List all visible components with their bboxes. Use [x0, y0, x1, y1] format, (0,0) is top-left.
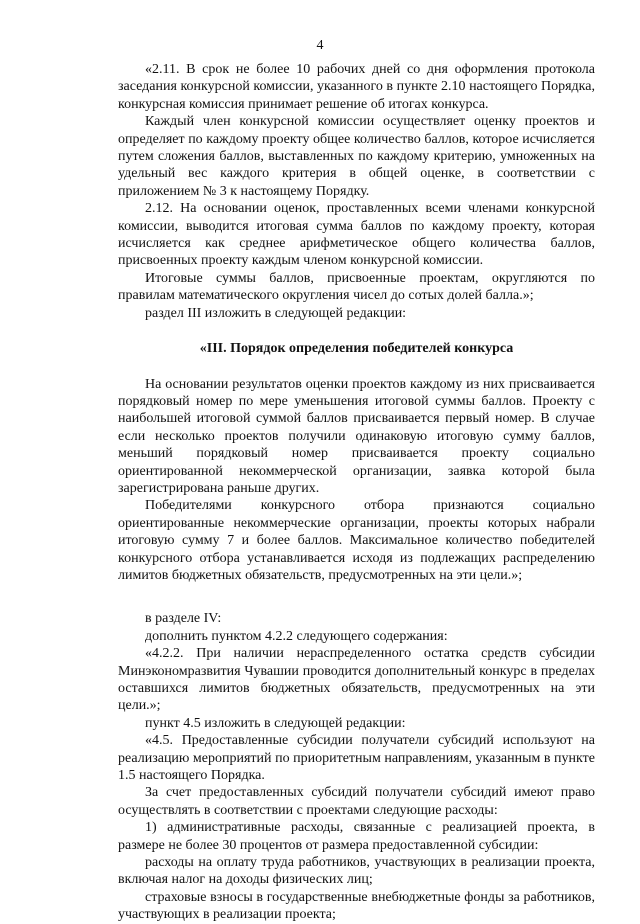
paragraph-add-4-2-2: дополнить пунктом 4.2.2 следующего содержания:	[145, 628, 448, 644]
page-number: 4	[316, 38, 324, 53]
paragraph-expenses-intro: За счет предоставленных субсидий получатели субсидий имеют право осуществлять в соответствии с проектами следующие расходы:	[118, 785, 595, 818]
document-body	[118, 61, 595, 924]
paragraph-admin-expenses: 1) административные расходы, связанные с реализацией проекта, в размере не более 30 процентов от размера предоставленной субсидии:	[118, 820, 595, 853]
paragraph-2-11: «2.11. В срок не более 10 рабочих дней со дня оформления протокола заседания конкурсной комиссии, указанного в пункте 2.10 настоящего Порядка, конкурсная комиссия принимает решение об итогах конкурса.	[118, 62, 595, 112]
paragraph-section-intro: раздел III изложить в следующей редакции:	[145, 305, 407, 321]
paragraph-evaluation: Каждый член конкурсной комиссии осуществляет оценку проектов и определяет по каждому проекту общее количество баллов, которое исчисляется путем сложения баллов, выставленных по каждому критерию, умноженных на удельный вес каждого критерия в общей оценке, в соответствии с приложением № 3 к настоящему Порядку.	[118, 114, 595, 199]
paragraph-section-iv: в разделе IV:	[145, 611, 222, 627]
paragraph-winners: Победителями конкурсного отбора признаются социально ориентированные некоммерческие организации, проекты которых набрали итоговую сумму 7 и более баллов. Максимальное количество победителей конкурсного отбора устанавливается исходя из подлежащих распределению лимитов бюджетных обязательств, предусмотренных на эти цели.»;	[118, 498, 595, 583]
paragraph-rounding: Итоговые суммы баллов, присвоенные проектам, округляются по правилам математического округления чисел до сотых долей балла.»;	[118, 270, 595, 304]
paragraph-insurance: страховые взносы в государственные внебюджетные фонды за работников, участвующих в реализации проекта;	[118, 889, 595, 923]
paragraph-4-5-intro: пункт 4.5 изложить в следующей редакции:	[145, 715, 406, 731]
paragraph-numbering: На основании результатов оценки проектов каждому из них присваивается порядковый номер по мере уменьшения итоговой суммы баллов. Проекту с наибольшей итоговой суммой баллов присваивается первый номер. В случае если несколько проектов получили одинаковую итоговую сумму баллов, меньший порядковый номер присваивается проекту социально ориентированной некоммерческой организации, заявка которой была зарегистрирована раньше других.	[118, 376, 595, 496]
section-heading: «III. Порядок определения победителей конкурса	[199, 341, 514, 357]
spacer	[118, 584, 595, 610]
paragraph-4-2-2: «4.2.2. При наличии нераспределенного остатка средств субсидии Минэкономразвития Чувашии проводится дополнительный конкурс в пределах оставшихся лимитов бюджетных обязательств, предусмотренных на эти цели.»;	[118, 646, 595, 714]
paragraph-salary: расходы на оплату труда работников, участвующих в реализации проекта, включая налог на доходы физических лиц;	[118, 855, 595, 888]
paragraph-4-5: «4.5. Предоставленные субсидии получатели субсидий используют на реализацию мероприятий по приоритетным направлениям, указанным в пункте 1.5 настоящего Порядка.	[118, 733, 595, 784]
paragraph-2-12: 2.12. На основании оценок, проставленных всеми членами конкурсной комиссии, выводится итоговая сумма баллов по каждому проекту, которая исчисляется как среднее арифметическое общего количества баллов, присвоенных проекту каждым членом конкурсной комиссии.	[118, 201, 595, 269]
